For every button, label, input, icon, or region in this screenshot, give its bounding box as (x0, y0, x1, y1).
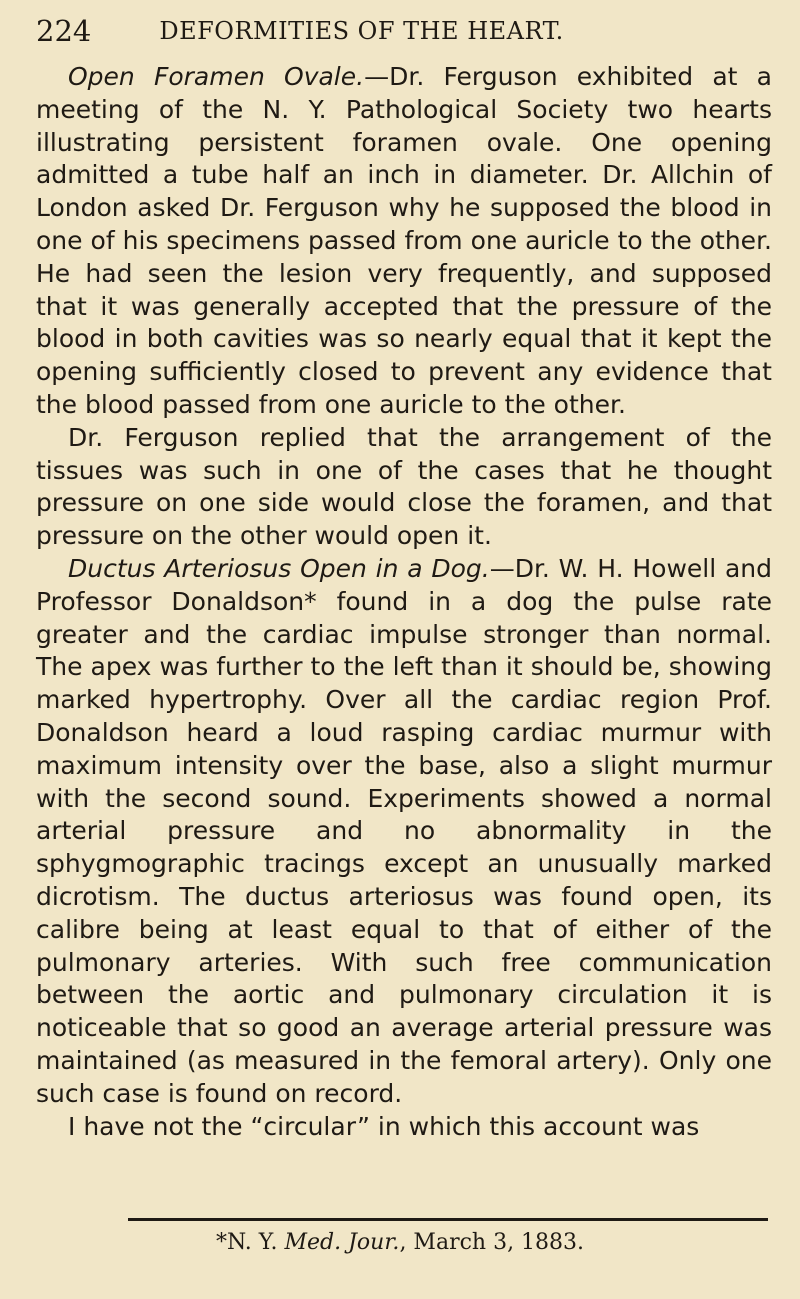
paragraph-text: —Dr. W. H. Howell and Professor Donaldson* found in a dog the pulse rate greater and the cardiac impulse stronger than normal. The apex was further to the left than it should be, showing marked hypertrophy. Over all the cardiac region Prof. Donaldson heard a loud rasping cardiac murmur with maximum intensity over the base, also a slight murmur with the second sound. Experiments showed a normal arterial pressure and no abnormality in the sphygmographic tracings except an unusually marked dicrotism. The ductus arteriosus was found open, its calibre being at least equal to that of either of the pulmonary arteries. With such free communication between the aortic and pulmonary circulation it is noticeable that so good an average arterial pressure was maintained (as measured in the femoral artery). Only one such case is found on record. (36, 553, 773, 1108)
footnote-divider (128, 1218, 768, 1221)
body-text (36, 61, 772, 1143)
paragraph-text: Dr. Ferguson replied that the arrangement of the tissues was such in one of the cases that he thought pressure on one side would close the foramen, and that pressure on the other would open it. (36, 422, 772, 551)
section-heading: Open Foramen Ovale. (68, 62, 365, 91)
paragraph-text: —Dr. Ferguson exhibited at a meeting of the N. Y. Pathological Society two hearts illustrating persistent foramen ovale. One opening admitted a tube half an inch in diameter. Dr. Allchin of London asked Dr. Ferguson why he supposed the blood in one of his specimens passed from one auricle to the other. He had seen the lesion very frequently, and supposed that it was generally accepted that the pressure of the blood in both cavities was so nearly equal that it kept the opening sufficiently closed to prevent any evidence that the blood passed from one auricle to the other. (36, 62, 772, 419)
paragraph-open-foramen-ovale (36, 61, 772, 422)
footnote-suffix: , March 3, 1883. (399, 1230, 585, 1255)
paragraph-text: I have not the “circular” in which this account was (68, 1111, 700, 1141)
paragraph-ductus-arteriosus (36, 553, 772, 1111)
running-head: DEFORMITIES OF THE HEART. (159, 17, 564, 45)
footnote (0, 1230, 800, 1255)
paragraph-ferguson-reply (36, 422, 772, 553)
section-heading: Ductus Arteriosus Open in a Dog. (68, 553, 490, 583)
page-header (36, 10, 626, 52)
page-number: 224 (36, 14, 92, 48)
footnote-prefix: *N. Y. (215, 1230, 285, 1255)
paragraph-circular (36, 1111, 772, 1144)
footnote-journal: Med. Jour. (284, 1230, 400, 1255)
